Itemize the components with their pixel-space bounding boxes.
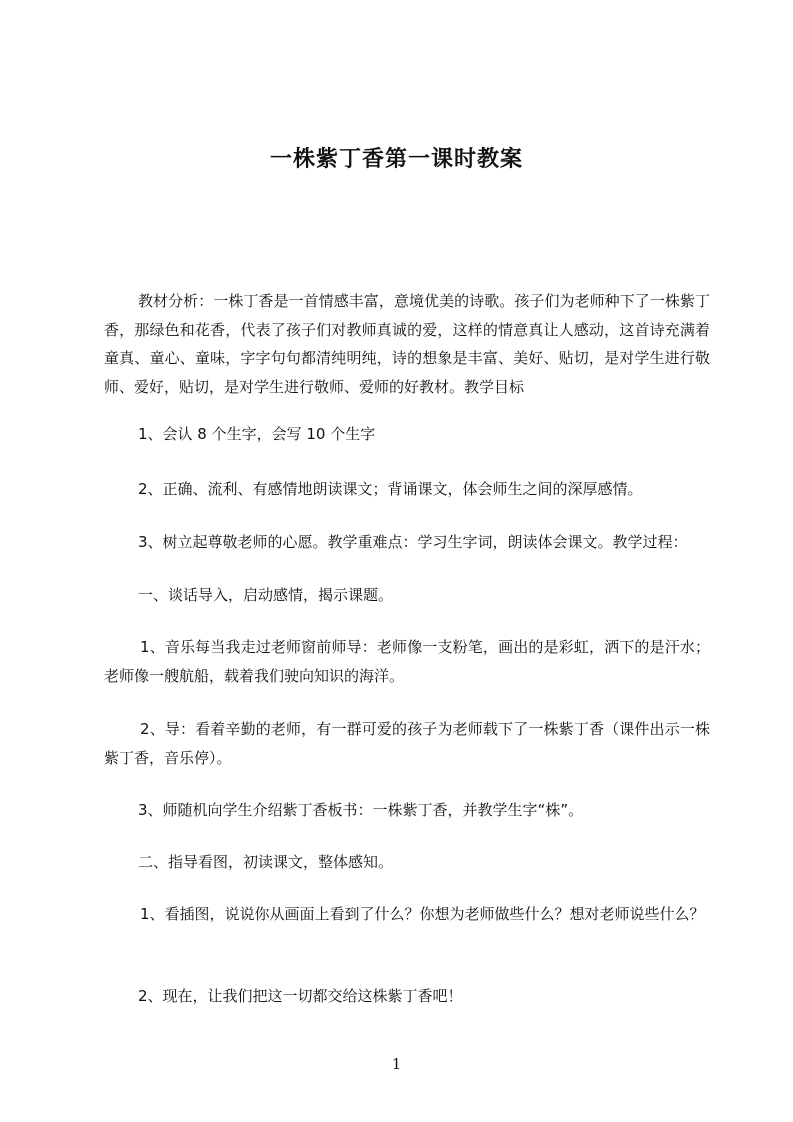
section-heading-2: 二、指导看图，初读课文，整体感知。 <box>138 853 394 871</box>
paragraph-step-1-2: 2、导：看着辛勤的老师，有一群可爱的孩子为老师载下了一株紫丁香（课件出示一株紫丁香，音乐停）。 <box>104 720 710 767</box>
paragraph-goal-2: 2、正确、流利、有感情地朗读课文；背诵课文，体会师生之间的深厚感情。 <box>138 480 643 498</box>
paragraph-step-2-1: 1、看插图，说说你从画面上看到了什么？你想为老师做些什么？想对老师说些什么？ <box>140 905 705 923</box>
paragraph-step-2-2: 2、现在，让我们把这一切都交给这株紫丁香吧！ <box>138 987 463 1005</box>
paragraph-material-analysis: 教材分析：一株丁香是一首情感丰富，意境优美的诗歌。孩子们为老师种下了一株紫丁香，那绿色和花香，代表了孩子们对教师真诚的爱，这样的情意真让人感动，这首诗充满着童真、童心、童味，字字句句都清纯明纯，诗的想象是丰富、美好、贴切，是对学生进行敬师、爱好，贴切，是对学生进行敬师、爱师的好教材。教学目标 <box>104 292 710 396</box>
paragraph-step-1-1: 1、音乐每当我走过老师窗前师导：老师像一支粉笔，画出的是彩虹，洒下的是汗水；老师像一艘航船，载着我们驶向知识的海洋。 <box>104 638 710 685</box>
paragraph-step-1-3: 3、师随机向学生介绍紫丁香板书：一株紫丁香，并教学生字“株”。 <box>138 801 584 819</box>
document-title: 一株紫丁香第一课时教案 <box>269 147 523 172</box>
paragraph-goal-3: 3、树立起尊敬老师的心愿。教学重难点：学习生字词，朗读体会课文。教学过程： <box>138 533 688 551</box>
page-number: 1 <box>391 1055 402 1073</box>
section-heading-1: 一、谈话导入，启动感情，揭示课题。 <box>138 586 394 604</box>
paragraph-goal-1: 1、会认 8 个生字，会写 10 个生字 <box>138 425 376 443</box>
